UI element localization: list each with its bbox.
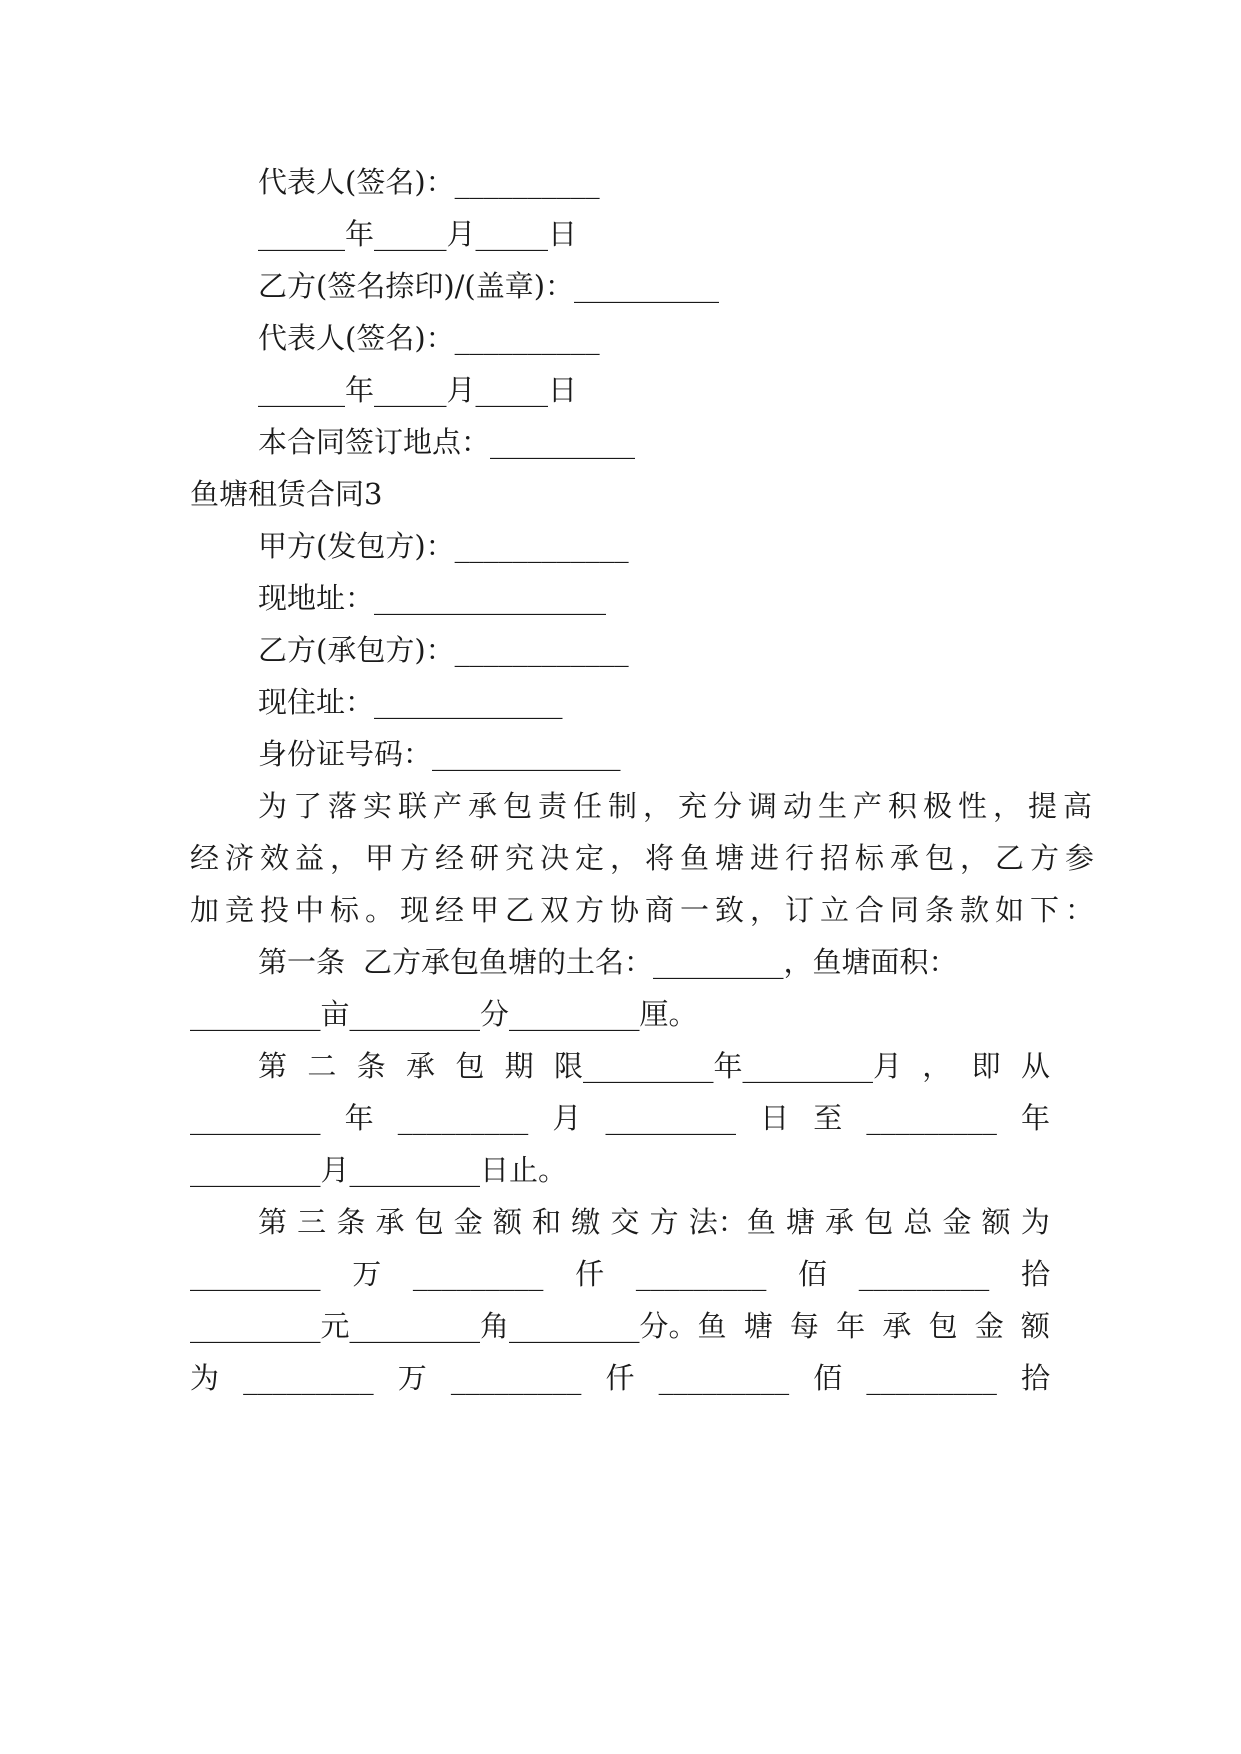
- text-segment: _________: [190, 1257, 321, 1291]
- text-segment: 包: [414, 1205, 444, 1239]
- text-segment: 条: [336, 1205, 366, 1239]
- article-3-line-1: [258, 1202, 1050, 1242]
- party-b-signature: 乙方(签名捺印)/(盖章)：__________: [258, 269, 720, 303]
- text-segment: 第: [258, 1049, 288, 1083]
- text-segment: 为: [190, 1361, 220, 1395]
- paragraph-line: 加竞投中标。现经甲乙双方协商一致，订立合同条款如下：: [190, 893, 1101, 927]
- text-segment: 万: [397, 1361, 427, 1395]
- text-segment: 拾: [1020, 1361, 1050, 1395]
- text-segment: _________元_________角_________分。鱼: [190, 1309, 727, 1343]
- text-segment: 塘: [743, 1309, 773, 1343]
- text-segment: 承: [825, 1205, 855, 1239]
- signing-place: 本合同签订地点：__________: [258, 425, 636, 459]
- text-segment: 方: [649, 1205, 679, 1239]
- text-segment: _________: [605, 1101, 736, 1135]
- text-segment: 第: [258, 1205, 288, 1239]
- party-a-field: 甲方(发包方)：____________: [258, 529, 629, 563]
- text-segment: 月: [552, 1101, 582, 1135]
- article-2-line-1: [258, 1046, 1050, 1086]
- text-segment: 仟: [605, 1361, 635, 1395]
- article-3-line-3: [190, 1306, 1050, 1346]
- section-title: 鱼塘租赁合同3: [190, 477, 383, 511]
- text-segment: 二: [307, 1049, 337, 1083]
- article-1-line-1: [258, 942, 958, 982]
- text-segment: 金: [974, 1309, 1004, 1343]
- text-segment: 从: [1020, 1049, 1050, 1083]
- signature-rep-a: 代表人(签名)：__________: [258, 165, 600, 199]
- text-segment: 法：鱼: [688, 1205, 776, 1239]
- text-segment: _________: [412, 1257, 544, 1291]
- article-1-heading: 第一条: [258, 945, 346, 979]
- text-segment: 限_________年_________月: [553, 1049, 902, 1083]
- text-segment: 包: [864, 1205, 894, 1239]
- text-segment: 包: [928, 1309, 958, 1343]
- text-segment: 三: [297, 1205, 327, 1239]
- text-segment: ，: [922, 1049, 952, 1083]
- text-segment: 承: [405, 1049, 435, 1083]
- text-segment: 和: [532, 1205, 562, 1239]
- text-segment: 日: [760, 1101, 790, 1135]
- date-line-a: ______年_____月_____日: [258, 217, 578, 251]
- paragraph-line: 为了落实联产承包责任制，充分调动生产积极性，提高: [258, 789, 1099, 823]
- party-b-field: 乙方(承包方)：____________: [258, 633, 629, 667]
- text-segment: _________: [858, 1257, 990, 1291]
- text-segment: 万: [352, 1257, 382, 1291]
- text-segment: 金: [942, 1205, 972, 1239]
- text-segment: 即: [971, 1049, 1001, 1083]
- text-segment: 额: [981, 1205, 1011, 1239]
- text-segment: 佰: [798, 1257, 828, 1291]
- text-segment: 条: [356, 1049, 386, 1083]
- signature-rep-b: 代表人(签名)：__________: [258, 321, 600, 355]
- text-segment: 金: [453, 1205, 483, 1239]
- id-number-field: 身份证号码：_____________: [258, 737, 621, 771]
- text-segment: 交: [610, 1205, 640, 1239]
- paragraph-line: 经济效益，甲方经研究决定，将鱼塘进行招标承包，乙方参: [190, 841, 1101, 875]
- party-b-address: 现住址：_____________: [258, 685, 563, 719]
- text-segment: _________: [658, 1361, 790, 1395]
- text-segment: _________: [243, 1361, 374, 1395]
- text-segment: _________: [866, 1101, 997, 1135]
- article-1-text: 乙方承包鱼塘的土名：_________，鱼塘面积：: [363, 945, 958, 979]
- text-segment: 年: [1020, 1101, 1050, 1135]
- party-a-address: 现地址：________________: [258, 581, 607, 615]
- text-segment: 拾: [1020, 1257, 1050, 1291]
- text-segment: 为: [1020, 1205, 1050, 1239]
- text-segment: _________: [450, 1361, 582, 1395]
- text-segment: 承: [375, 1205, 405, 1239]
- text-segment: _________: [866, 1361, 997, 1395]
- text-segment: 年: [344, 1101, 374, 1135]
- text-segment: _________: [397, 1101, 529, 1135]
- text-segment: 每: [789, 1309, 819, 1343]
- date-line-b: ______年_____月_____日: [258, 373, 578, 407]
- text-segment: 至: [813, 1101, 843, 1135]
- text-segment: 年: [836, 1309, 866, 1343]
- article-3-line-4: [190, 1358, 1050, 1398]
- text-segment: 仟: [575, 1257, 605, 1291]
- text-segment: 期: [504, 1049, 534, 1083]
- text-segment: 缴: [571, 1205, 601, 1239]
- text-segment: 总: [903, 1205, 933, 1239]
- text-segment: 佰: [813, 1361, 843, 1395]
- text-segment: 塘: [785, 1205, 815, 1239]
- article-2-line-3: _________月_________日止。: [190, 1153, 568, 1187]
- article-1-line-2: _________亩_________分_________厘。: [190, 997, 698, 1031]
- article-3-line-2: [190, 1254, 1050, 1294]
- text-segment: 额: [1020, 1309, 1050, 1343]
- article-2-line-2: [190, 1098, 1050, 1138]
- text-segment: 承: [882, 1309, 912, 1343]
- text-segment: 包: [455, 1049, 485, 1083]
- text-segment: _________: [635, 1257, 767, 1291]
- text-segment: _________: [190, 1101, 321, 1135]
- text-segment: 额: [492, 1205, 522, 1239]
